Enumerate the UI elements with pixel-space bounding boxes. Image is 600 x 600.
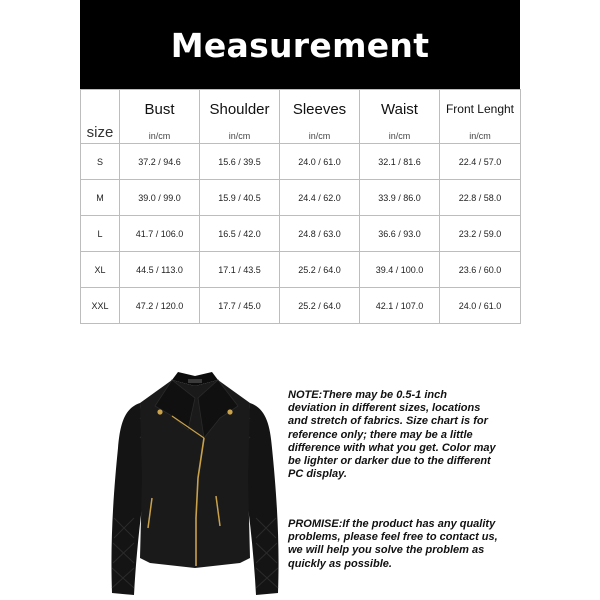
jacket-label	[188, 379, 202, 383]
sleeves-cell: 24.4 / 62.0	[280, 180, 360, 216]
shoulder-cell: 17.7 / 45.0	[200, 288, 280, 324]
sleeves-cell: 24.8 / 63.0	[280, 216, 360, 252]
bust-cell: 39.0 / 99.0	[120, 180, 200, 216]
front-length-cell: 22.4 / 57.0	[440, 144, 521, 180]
title-banner	[80, 0, 520, 89]
unit-label: in/cm	[440, 128, 521, 144]
size-cell: L	[81, 216, 120, 252]
shoulder-cell: 15.9 / 40.5	[200, 180, 280, 216]
table-row	[81, 252, 521, 288]
waist-cell: 42.1 / 107.0	[360, 288, 440, 324]
table-row	[81, 144, 521, 180]
jacket-image	[100, 368, 290, 598]
waist-cell: 36.6 / 93.0	[360, 216, 440, 252]
front-length-cell: 23.6 / 60.0	[440, 252, 521, 288]
front-length-cell: 24.0 / 61.0	[440, 288, 521, 324]
shoulder-cell: 15.6 / 39.5	[200, 144, 280, 180]
jacket-snap	[227, 409, 232, 414]
promise-text: PROMISE:If the product has any quality problems, please feel free to contact us, we will help you solve the problem as quickly as possible.	[288, 518, 498, 570]
size-column-header: size	[81, 90, 120, 144]
front-length-cell: 23.2 / 59.0	[440, 216, 521, 252]
table-row	[81, 216, 521, 252]
bust-cell: 44.5 / 113.0	[120, 252, 200, 288]
size-cell: S	[81, 144, 120, 180]
bust-cell: 37.2 / 94.6	[120, 144, 200, 180]
column-header-waist: Waist	[360, 90, 440, 129]
column-header-shoulder: Shoulder	[200, 90, 280, 129]
waist-cell: 33.9 / 86.0	[360, 180, 440, 216]
table-row	[81, 180, 521, 216]
front-length-cell: 22.8 / 58.0	[440, 180, 521, 216]
size-cell: M	[81, 180, 120, 216]
waist-cell: 32.1 / 81.6	[360, 144, 440, 180]
size-cell: XL	[81, 252, 120, 288]
unit-label: in/cm	[280, 128, 360, 144]
bust-cell: 47.2 / 120.0	[120, 288, 200, 324]
sleeves-cell: 24.0 / 61.0	[280, 144, 360, 180]
shoulder-cell: 17.1 / 43.5	[200, 252, 280, 288]
sleeves-cell: 25.2 / 64.0	[280, 288, 360, 324]
unit-label: in/cm	[200, 128, 280, 144]
column-header-bust: Bust	[120, 90, 200, 129]
shoulder-cell: 16.5 / 42.0	[200, 216, 280, 252]
units-row	[81, 128, 521, 144]
table-row	[81, 288, 521, 324]
note-text: NOTE:There may be 0.5-1 inch deviation in different sizes, locations and stretch of fabrics. Size chart is for reference only; there may be a little difference with what you get. Color may be lighter or darker due to the different PC display.	[288, 389, 496, 481]
bust-cell: 41.7 / 106.0	[120, 216, 200, 252]
table-header-row	[81, 90, 521, 129]
waist-cell: 39.4 / 100.0	[360, 252, 440, 288]
column-header-sleeves: Sleeves	[280, 90, 360, 129]
size-chart-table	[80, 89, 521, 324]
jacket-snap	[157, 409, 162, 414]
sleeves-cell: 25.2 / 64.0	[280, 252, 360, 288]
page-title: Measurement	[170, 26, 430, 65]
size-cell: XXL	[81, 288, 120, 324]
unit-label: in/cm	[120, 128, 200, 144]
unit-label: in/cm	[360, 128, 440, 144]
column-header-front-length: Front Lenght	[440, 90, 521, 129]
